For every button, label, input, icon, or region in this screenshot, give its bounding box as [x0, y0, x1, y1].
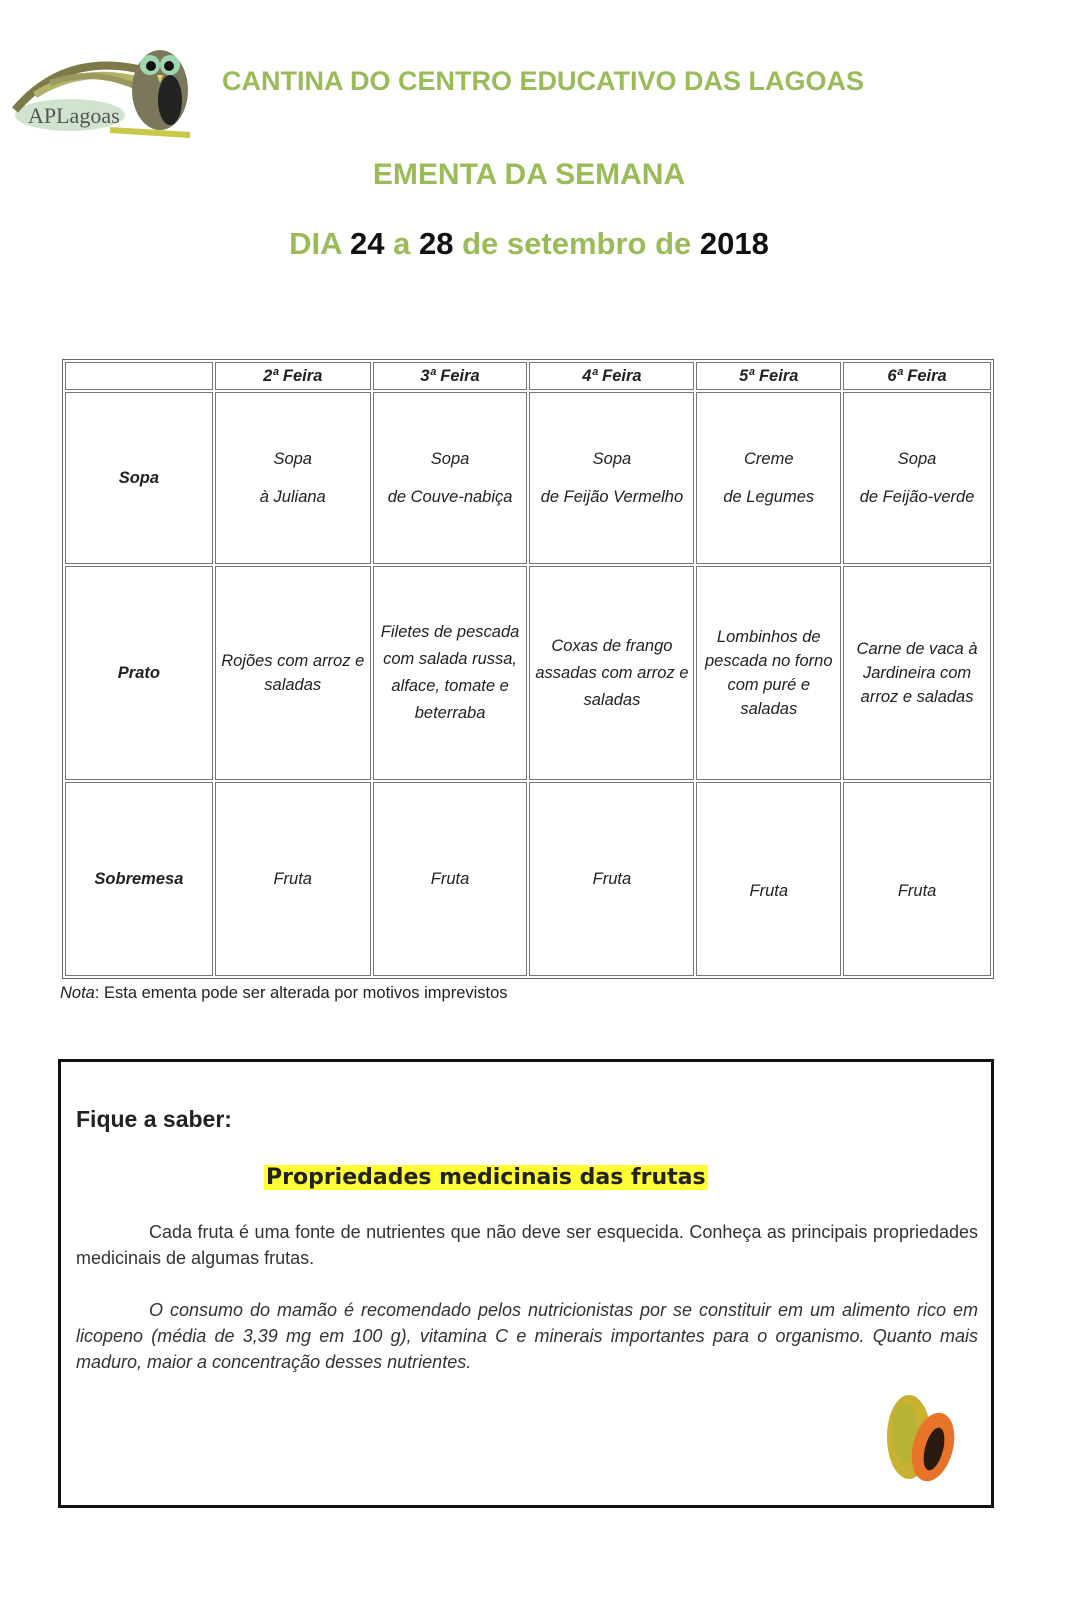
date-year: 2018: [699, 226, 769, 261]
day-header: 6ª Feira: [843, 362, 991, 390]
note: [60, 984, 508, 1003]
menu-cell: Filetes de pescada com salada russa, alface, tomate e beterraba: [373, 566, 528, 780]
row-label: Sopa: [65, 392, 213, 564]
date-to: 28: [419, 226, 454, 261]
cell-line: Sopa: [592, 450, 632, 468]
menu-cell: [696, 392, 841, 564]
paragraph-text: O consumo do mamão é recomendado pelos nutricionistas por se constituir em um alimento rico em licopeno (média de 3,39 mg em 100 g), vitamina C e minerais importantes para o organismo. Quanto mais maduro, maior a concentração desses nutrientes.: [76, 1300, 978, 1372]
menu-table: [62, 359, 994, 979]
table-header-row: [65, 362, 991, 390]
date-dia: DIA: [289, 226, 342, 261]
cell-line: de Feijão-verde: [859, 488, 975, 506]
paragraph-text: Cada fruta é uma fonte de nutrientes que não deve ser esquecida. Conheça as principais propriedades medicinais de algumas frutas.: [76, 1222, 978, 1268]
info-box: [58, 1059, 994, 1508]
menu-cell: [843, 392, 991, 564]
day-header: 2ª Feira: [215, 362, 371, 390]
date-month: de setembro de: [462, 226, 692, 261]
row-label: Prato: [65, 566, 213, 780]
menu-cell: Fruta: [843, 782, 991, 976]
cell-line: de Couve-nabiça: [387, 488, 513, 506]
menu-cell: Fruta: [529, 782, 694, 976]
cell-line: Creme: [744, 450, 794, 468]
date-from: 24: [350, 226, 385, 261]
table-row-sobremesa: [65, 782, 991, 976]
cell-line: Sopa: [273, 450, 312, 468]
menu-cell: Fruta: [215, 782, 371, 976]
info-subtitle: Propriedades medicinais das frutas: [266, 1165, 706, 1190]
menu-cell: [215, 392, 371, 564]
menu-cell: Coxas de frango assadas com arroz e saladas: [529, 566, 694, 780]
menu-cell: [529, 392, 694, 564]
table-row-sopa: [65, 392, 991, 564]
menu-cell: Rojões com arroz e saladas: [215, 566, 371, 780]
table-row-prato: [65, 566, 991, 780]
row-label: Sobremesa: [65, 782, 213, 976]
menu-date: [0, 226, 1058, 262]
aplagoas-owl-logo: [10, 25, 195, 140]
menu-cell: Carne de vaca à Jardineira com arroz e saladas: [843, 566, 991, 780]
menu-cell: Lombinhos de pescada no forno com puré e saladas: [696, 566, 841, 780]
menu-cell: Fruta: [373, 782, 528, 976]
school-title: CANTINA DO CENTRO EDUCATIVO DAS LAGOAS: [222, 66, 865, 96]
menu-cell: [373, 392, 528, 564]
corner-cell: [65, 362, 213, 390]
svg-text:APLagoas: APLagoas: [28, 103, 120, 128]
menu-title: EMENTA DA SEMANA: [372, 158, 686, 191]
day-header: 5ª Feira: [696, 362, 841, 390]
day-header: 3ª Feira: [373, 362, 528, 390]
cell-line: Sopa: [897, 450, 937, 468]
info-heading: Fique a saber:: [76, 1106, 232, 1132]
cell-line: Sopa: [430, 450, 470, 468]
day-header: 4ª Feira: [529, 362, 694, 390]
cell-line: de Feijão Vermelho: [540, 488, 684, 506]
note-text: : Esta ementa pode ser alterada por motivos imprevistos: [94, 984, 508, 1002]
papaya-image: [881, 1377, 961, 1495]
menu-cell: Fruta: [696, 782, 841, 976]
info-paragraph: [76, 1297, 978, 1375]
cell-line: à Juliana: [259, 488, 326, 506]
info-paragraph: [76, 1219, 978, 1271]
note-label: Nota: [60, 984, 95, 1002]
date-a: a: [393, 226, 411, 261]
cell-line: de Legumes: [723, 488, 815, 506]
